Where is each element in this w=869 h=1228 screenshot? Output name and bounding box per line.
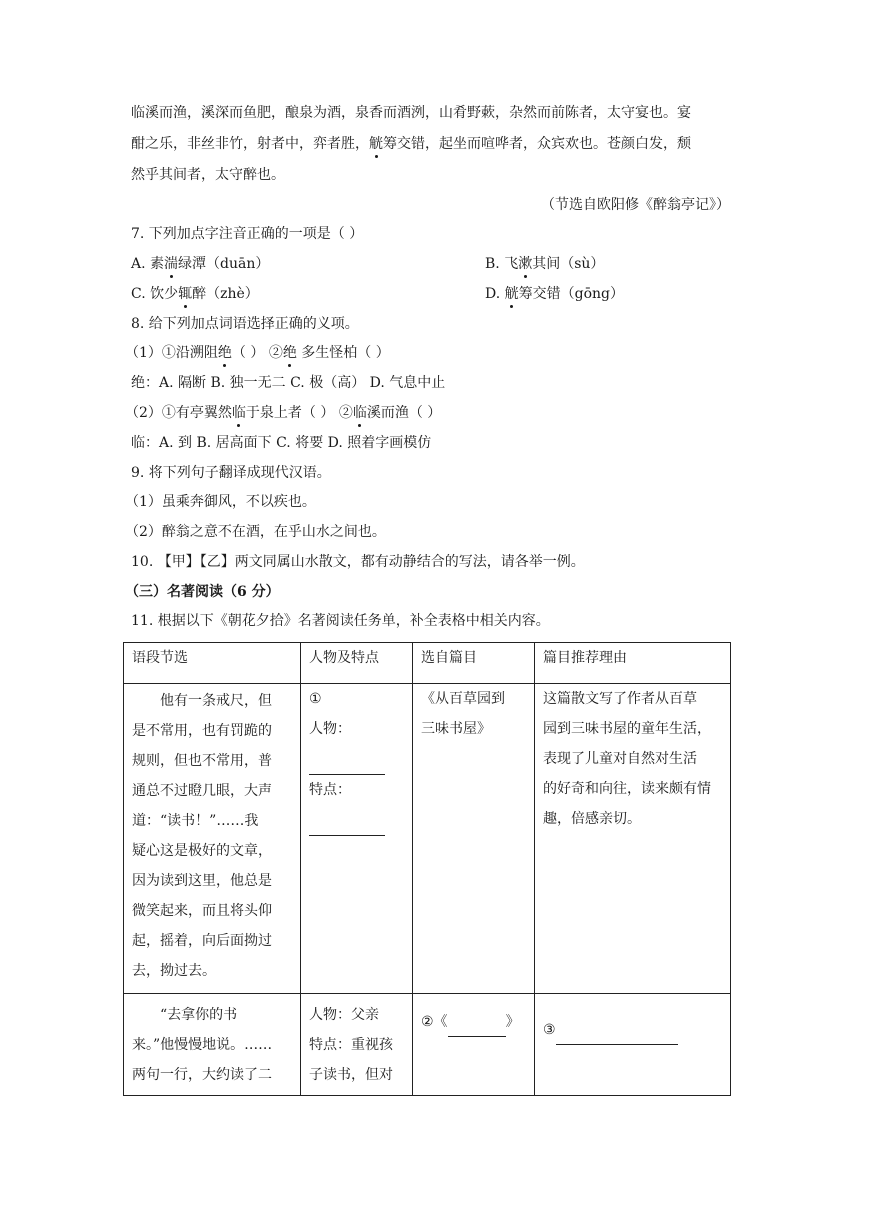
header-person: 人物及特点	[301, 643, 413, 684]
row2-reason-blank[interactable]	[556, 1014, 678, 1045]
row1-excerpt-cell: 他有一条戒尺，但 是不常用，也有罚跪的 规则，但也不常用，普 通总不过瞪几眼，大声 道：“读书！”……我 疑心这是极好的文章， 因为读到这里，他总是 微笑起来，而且将头仰 起，摇着，向后面拗过 去，拗过去。	[124, 684, 301, 994]
row2-chapter-cell: ②《 》	[413, 994, 535, 1096]
table-header-row	[124, 643, 731, 684]
row2-excerpt-cell: “去拿你的书 来。”他慢慢地说。…… 两句一行，大约读了二	[124, 994, 301, 1096]
q7-option-b: B. 飞漱其间（sù）	[485, 256, 605, 272]
dotted-char: 觥	[369, 136, 383, 152]
row1-person-cell	[301, 684, 413, 994]
q8-sub-1: （1）①沿溯阻绝（ ） ②绝 多生怪柏（ ）	[125, 345, 390, 361]
table-row	[124, 684, 731, 994]
q8-sub-2-options: 临：A. 到 B. 居高面下 C. 将要 D. 照着字画模仿	[131, 435, 432, 451]
row1-person-label: 人物：	[309, 721, 351, 737]
row2-person-cell: 人物：父亲 特点：重视孩 子读书，但对	[301, 994, 413, 1096]
passage-source: （节选自欧阳修《醉翁亭记》）	[541, 197, 730, 213]
question-10-stem: 10. 【甲】【乙】两文同属山水散文，都有动静结合的写法，请各举一例。	[131, 554, 585, 570]
reading-task-table	[123, 642, 731, 1096]
q8-sub-2: （2）①有亭翼然临于泉上者（ ） ②临溪而渔（ ）	[125, 405, 442, 421]
section-3-title: （三）名著阅读（6 分）	[125, 584, 280, 600]
passage-line-1: 临溪而渔，溪深而鱼肥，酿泉为酒，泉香而酒洌，山肴野蔌，杂然而前陈者，太守宴也。宴	[131, 105, 691, 121]
question-11-stem: 11. 根据以下《朝花夕拾》名著阅读任务单，补全表格中相关内容。	[131, 613, 550, 629]
passage-line-2: 酣之乐，非丝非竹，射者中，弈者胜，觥筹交错，起坐而喧哗者，众宾欢也。苍颜白发，颓	[131, 136, 691, 152]
q7-option-c: C. 饮少辄醉（zhè）	[131, 286, 259, 302]
row1-chapter-cell: 《从百草园到 三味书屋》	[413, 684, 535, 994]
q7-option-d: D. 觥筹交错（gōng）	[485, 286, 625, 302]
header-excerpt: 语段节选	[124, 643, 301, 684]
row1-trait-label: 特点：	[309, 782, 351, 798]
q9-sentence-2: （2）醉翁之意不在酒，在乎山水之间也。	[125, 524, 386, 540]
row2-reason-cell: ③	[535, 994, 731, 1096]
q9-sentence-1: （1）虽乘奔御风，不以疾也。	[125, 494, 316, 510]
table-row	[124, 994, 731, 1096]
question-9-stem: 9. 将下列句子翻译成现代汉语。	[131, 465, 331, 481]
question-8-stem: 8. 给下列加点词语选择正确的义项。	[131, 316, 359, 332]
header-chapter: 选自篇目	[413, 643, 535, 684]
row1-reason-cell: 这篇散文写了作者从百草 园到三味书屋的童年生活， 表现了儿童对自然对生活 的好奇和向往，读来颇有情 趣，倍感亲切。	[535, 684, 731, 994]
row1-mark: ①	[309, 691, 322, 707]
q7-option-a: A. 素湍绿潭（duān）	[131, 256, 270, 272]
row1-person-blank[interactable]	[309, 744, 385, 775]
q8-sub-1-options: 绝：A. 隔断 B. 独一无二 C. 极（高） D. 气息中止	[131, 375, 446, 391]
header-reason: 篇目推荐理由	[535, 643, 731, 684]
passage-line-3: 然乎其间者，太守醉也。	[131, 167, 285, 183]
row1-trait-blank[interactable]	[309, 805, 385, 836]
row2-chapter-blank[interactable]	[448, 1006, 506, 1037]
question-7-stem: 7. 下列加点字注音正确的一项是（ ）	[131, 226, 364, 242]
